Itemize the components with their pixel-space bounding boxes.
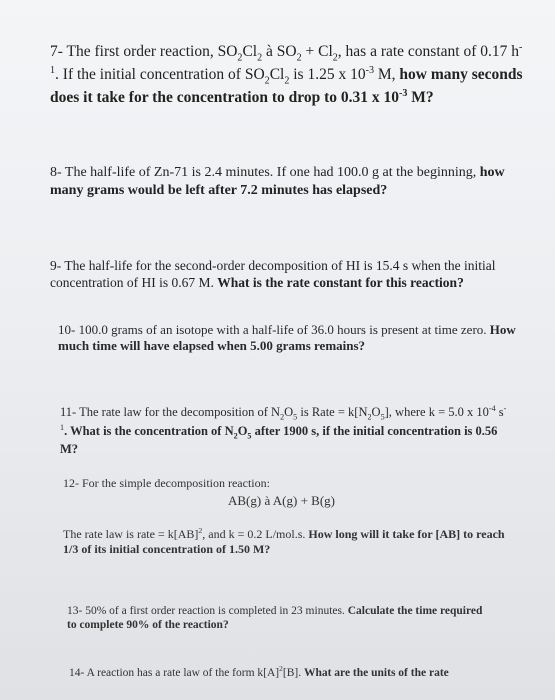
q7-sup: -3 <box>365 64 374 76</box>
q13-text: 13- 50% of a first order reaction is completed in 23 minutes. <box>67 605 348 617</box>
q8-text: 8- The half-life of Zn-71 is 2.4 minutes. If one had 100.0 g at the beginning, <box>50 165 480 180</box>
q7-text: The first order reaction, SO <box>66 43 238 61</box>
q7-sub: 2 <box>284 75 290 87</box>
q11-sub: 2 <box>367 412 372 422</box>
q7-text: Cl <box>242 43 258 61</box>
q11-sub: 2 <box>233 431 238 441</box>
q7-text: + Cl <box>301 43 333 61</box>
q7-text: . If the initial concentration of SO <box>55 66 265 83</box>
q11-bold: O <box>237 423 248 438</box>
q7-text: is 1.25 x 10 <box>289 66 366 83</box>
q7-number: 7- <box>50 43 63 61</box>
q14-text: 14- A reaction has a rate law of the form k[A] <box>69 666 280 679</box>
question-14 <box>69 664 509 680</box>
question-11 <box>60 404 512 457</box>
q11-text: O <box>284 405 294 420</box>
q11-text: 11- The rate law for the decomposition of N <box>60 405 281 420</box>
q14-sup: 2 <box>279 664 283 673</box>
q14-text: [B]. <box>282 666 304 679</box>
q12-text: , and k = 0.2 L/mol.s. <box>202 527 309 542</box>
q12-text: The rate law is rate = k[AB] <box>63 527 199 542</box>
question-13 <box>67 604 487 633</box>
q8-bold: how many grams would be left after 7.2 minutes has elapsed? <box>50 165 505 198</box>
q7-sub: 2 <box>296 52 302 64</box>
question-10 <box>58 322 520 355</box>
q9-text: 9- The half-life for the second-order decomposition of HI is 15.4 s when the initial concentration of HI is 0.67 M. <box>50 258 496 290</box>
q12-sup: 2 <box>198 526 203 536</box>
q11-text: ], where k = 5.0 x 10 <box>384 405 489 420</box>
q12-bold: How long will it take for [AB] to reach 1/3 of its initial concentration of 1.50 M? <box>63 527 505 557</box>
q11-sub: 2 <box>280 412 285 422</box>
q14-bold: What are the units of the rate <box>303 666 449 679</box>
q7-sub: 2 <box>264 75 270 87</box>
q10-bold: How much time will have elapsed when 5.00 grams remains? <box>58 322 516 354</box>
q7-bold: M? <box>407 88 434 106</box>
question-12 <box>63 476 510 557</box>
q11-bold: . What is the concentration of N <box>64 423 234 438</box>
q9-bold: What is the rate constant for this reaction? <box>217 274 464 290</box>
question-9 <box>50 258 520 292</box>
q11-sup: -1 <box>60 404 507 432</box>
q7-text: Cl <box>269 66 285 83</box>
q11-sub: 5 <box>293 412 298 422</box>
q7-sub: 2 <box>257 52 263 64</box>
q7-sub: 2 <box>237 52 243 64</box>
q7-text: , has a rate constant of 0.17 h <box>337 43 519 61</box>
q12-intro: 12- For the simple decomposition reaction: <box>63 476 270 490</box>
q11-sub: 5 <box>380 412 385 422</box>
q7-text: M, <box>373 66 400 83</box>
q13-bold: Calculate the time required to complete 90% of the reaction? <box>67 605 483 632</box>
question-8 <box>50 164 525 199</box>
question-7 <box>50 42 530 107</box>
q7-sup: -3 <box>399 87 408 99</box>
q11-text: O <box>371 405 381 420</box>
q7-sup: -1 <box>50 42 523 76</box>
q11-text: s <box>495 405 504 420</box>
q11-bold: after 1900 s, if the initial concentration is 0.56 M? <box>60 423 498 456</box>
q10-text: 10- 100.0 grams of an isotope with a half-life of 36.0 hours is present at time zero. <box>58 322 490 337</box>
q11-text: is Rate = k[N <box>297 405 368 420</box>
q7-bold: how many seconds does it take for the concentration to drop to 0.31 x 10 <box>50 66 523 106</box>
q11-sup: -4 <box>488 404 496 413</box>
q11-sub: 5 <box>247 431 252 441</box>
q7-text: à SO <box>262 43 297 61</box>
q12-equation: AB(g) à A(g) + B(g) <box>228 493 335 508</box>
q7-sub: 2 <box>332 52 338 64</box>
